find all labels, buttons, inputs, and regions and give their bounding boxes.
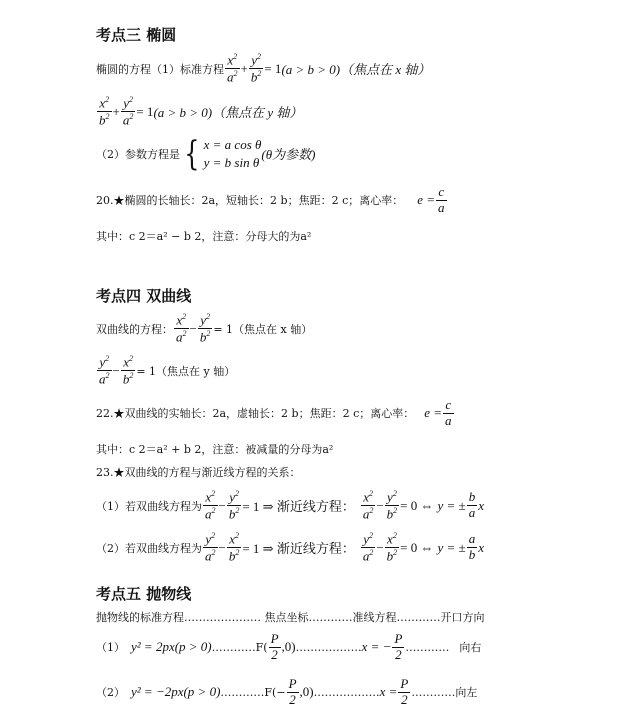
item-23: 23.★双曲线的方程与渐近线方程的关系： bbox=[96, 466, 301, 479]
row2-label: （2） bbox=[96, 686, 125, 700]
ellipse-parametric bbox=[96, 133, 316, 174]
frac-y2-b2: $\frac{y^2}{b^2}$ bbox=[386, 489, 398, 522]
frac-x2-b2: $\frac{x^2}{b^2}$ bbox=[228, 531, 240, 564]
row1-label: （1） bbox=[96, 641, 125, 655]
frac-y2-a2: $\frac{y^2}{a^2}$ bbox=[362, 531, 374, 564]
row1-equation: y² = 2px(p > 0) bbox=[131, 639, 212, 655]
section-3-title: 考点三 椭圆 bbox=[96, 26, 177, 44]
row1-dots-2: ………… bbox=[405, 640, 450, 654]
frac-c-a: $\frac{c}{a}$ bbox=[445, 397, 452, 428]
frac-x2-a2: $\frac{x^2}{a^2}$ bbox=[362, 489, 374, 522]
row1-focus-open: …………F( bbox=[211, 640, 268, 654]
param-line-1: x = a cos θ bbox=[203, 137, 262, 152]
frac-x2-a2: $\frac{x^2}{a^2}$ bbox=[176, 312, 187, 345]
case2-intro: （2）若双曲线方程为 bbox=[96, 541, 202, 555]
section-4-title: 考点四 双曲线 bbox=[96, 287, 192, 305]
case1-intro: （1）若双曲线方程为 bbox=[96, 499, 202, 513]
item-22 bbox=[96, 398, 455, 429]
parabola-row-2 bbox=[96, 677, 477, 708]
hyperbola-eq-intro: 双曲线的方程： bbox=[96, 322, 173, 336]
frac-y2-a2: $\frac{y^2}{a^2}$ bbox=[205, 531, 216, 564]
frac-x2-b2: $\frac{x^2}{b^2}$ bbox=[99, 95, 110, 128]
item-20 bbox=[96, 185, 448, 216]
ellipse-x-suffix: (a > b > 0)（焦点在 x 轴） bbox=[281, 62, 431, 78]
frac-x2-b2: $\frac{x^2}{b^2}$ bbox=[386, 531, 398, 564]
ellipse-standard-y: $\frac{x^2}{b^2}$ + $\frac{y^2}{a^2}$ = 1 (a > b > 0)（焦点在 y 轴） bbox=[99, 95, 303, 128]
row2-directrix-lhs: x = bbox=[379, 684, 398, 700]
frac-y2-a2: $\frac{y^2}{a^2}$ bbox=[122, 95, 134, 128]
case2-eq0: = 0 ⇔ bbox=[400, 539, 434, 555]
row1-direction: 向右 bbox=[459, 641, 482, 655]
section-5-title: 考点五 抛物线 bbox=[96, 585, 192, 603]
ecc-lhs: e = bbox=[417, 192, 436, 208]
case1-y: y = ± bbox=[437, 497, 466, 513]
frac-y2-b2: $\frac{y^2}{b^2}$ bbox=[228, 489, 240, 522]
frac-c-a: $\frac{c}{a}$ bbox=[438, 184, 445, 215]
case1-mid: = 1 ⇒ 渐近线方程： bbox=[242, 499, 355, 515]
case1-eq0: = 0 ⇔ bbox=[400, 497, 434, 513]
frac-y2-b2: $\frac{y^2}{b^2}$ bbox=[250, 52, 262, 85]
row2-focus-open: …………F(− bbox=[220, 685, 286, 699]
frac-y2-a2: $\frac{y^2}{a^2}$ bbox=[99, 354, 110, 387]
param-intro: （2）参数方程是 bbox=[96, 147, 180, 161]
row2-equation: y² = −2px(p > 0) bbox=[131, 684, 221, 700]
ellipse-relation: 其中：c 2＝a² − b 2，注意：分母大的为a² bbox=[96, 230, 312, 243]
frac-b-a: $\frac{b}{a}$ bbox=[468, 489, 476, 521]
frac-p-2: $\frac{P}{2}$ bbox=[394, 631, 403, 662]
param-line-2: y = b sin θ bbox=[203, 154, 260, 170]
row1-dots: ……………… bbox=[295, 640, 362, 654]
frac-a-b: $\frac{a}{b}$ bbox=[468, 531, 476, 563]
row1-focus-close: ,0) bbox=[281, 639, 296, 655]
parabola-row-1 bbox=[96, 632, 481, 663]
item-22-text: 22.★双曲线的实轴长：2a，虚轴长：2 b；焦距：2 c；离心率： bbox=[96, 407, 415, 421]
case2-mid: = 1 ⇒ 渐近线方程： bbox=[242, 541, 355, 557]
parabola-table-header: 抛物线的标准方程………………… 焦点坐标…………准线方程…………开口方向 bbox=[96, 611, 485, 624]
item-20-text: 20.★椭圆的长轴长：2a，短轴长：2 b；焦距：2 c；离心率： bbox=[96, 194, 404, 208]
ellipse-y-suffix: (a > b > 0)（焦点在 y 轴） bbox=[153, 105, 303, 121]
ecc-lhs: e = bbox=[424, 405, 443, 421]
ellipse-eq-intro: 椭圆的方程（1）标准方程 bbox=[96, 62, 224, 76]
asymptote-case-2: （2）若双曲线方程为 $\frac{y^2}{a^2}$ − $\frac{x^2}{b^2}$ = 1 ⇒ 渐近线方程： $\frac{y^2}{a^2}$ − $\frac{x^2}{b^2}$ = 0 ⇔ y = ± $\frac{a}{b}$ x bbox=[96, 531, 484, 564]
row2-focus-close: ,0) bbox=[299, 684, 314, 700]
asymptote-case-1: （1）若双曲线方程为 $\frac{x^2}{a^2}$ − $\frac{y^2}{b^2}$ = 1 ⇒ 渐近线方程： $\frac{x^2}{a^2}$ − $\frac{y^2}{b^2}$ = 0 ⇔ y = ± $\frac{b}{a}$ x bbox=[96, 489, 484, 522]
row1-directrix-lhs: x = − bbox=[361, 639, 392, 655]
hyperbola-x-suffix: = 1（焦点在 x 轴） bbox=[213, 322, 313, 336]
row2-dots: ……………… bbox=[313, 685, 380, 699]
row2-dots-2: ………… bbox=[411, 685, 456, 699]
ellipse-standard-x: 椭圆的方程（1）标准方程 $\frac{x^2}{a^2}$ + $\frac{y^2}{b^2}$ = 1 (a > b > 0)（焦点在 x 轴） bbox=[96, 52, 431, 85]
left-brace: { bbox=[184, 133, 200, 174]
case2-y: y = ± bbox=[437, 539, 466, 555]
frac-y2-b2: $\frac{y^2}{b^2}$ bbox=[199, 312, 211, 345]
param-note: (θ为参数) bbox=[261, 147, 316, 163]
row2-direction: 向左 bbox=[455, 686, 478, 700]
hyperbola-standard-y: $\frac{y^2}{a^2}$ − $\frac{x^2}{b^2}$ = 1（焦点在 y 轴） bbox=[99, 354, 236, 387]
frac-p-2: $\frac{P}{2}$ bbox=[270, 631, 279, 662]
frac-x2-a2: $\frac{x^2}{a^2}$ bbox=[227, 52, 238, 85]
frac-p-2: $\frac{P}{2}$ bbox=[288, 676, 297, 707]
hyperbola-standard-x: 双曲线的方程： $\frac{x^2}{a^2}$ − $\frac{y^2}{b^2}$ = 1（焦点在 x 轴） bbox=[96, 312, 313, 345]
frac-x2-a2: $\frac{x^2}{a^2}$ bbox=[205, 489, 216, 522]
frac-p-2: $\frac{P}{2}$ bbox=[400, 676, 409, 707]
frac-x2-b2: $\frac{x^2}{b^2}$ bbox=[122, 354, 134, 387]
hyperbola-y-suffix: = 1（焦点在 y 轴） bbox=[136, 364, 236, 378]
hyperbola-relation: 其中：c 2＝a² + b 2，注意：被减量的分母为a² bbox=[96, 443, 334, 456]
